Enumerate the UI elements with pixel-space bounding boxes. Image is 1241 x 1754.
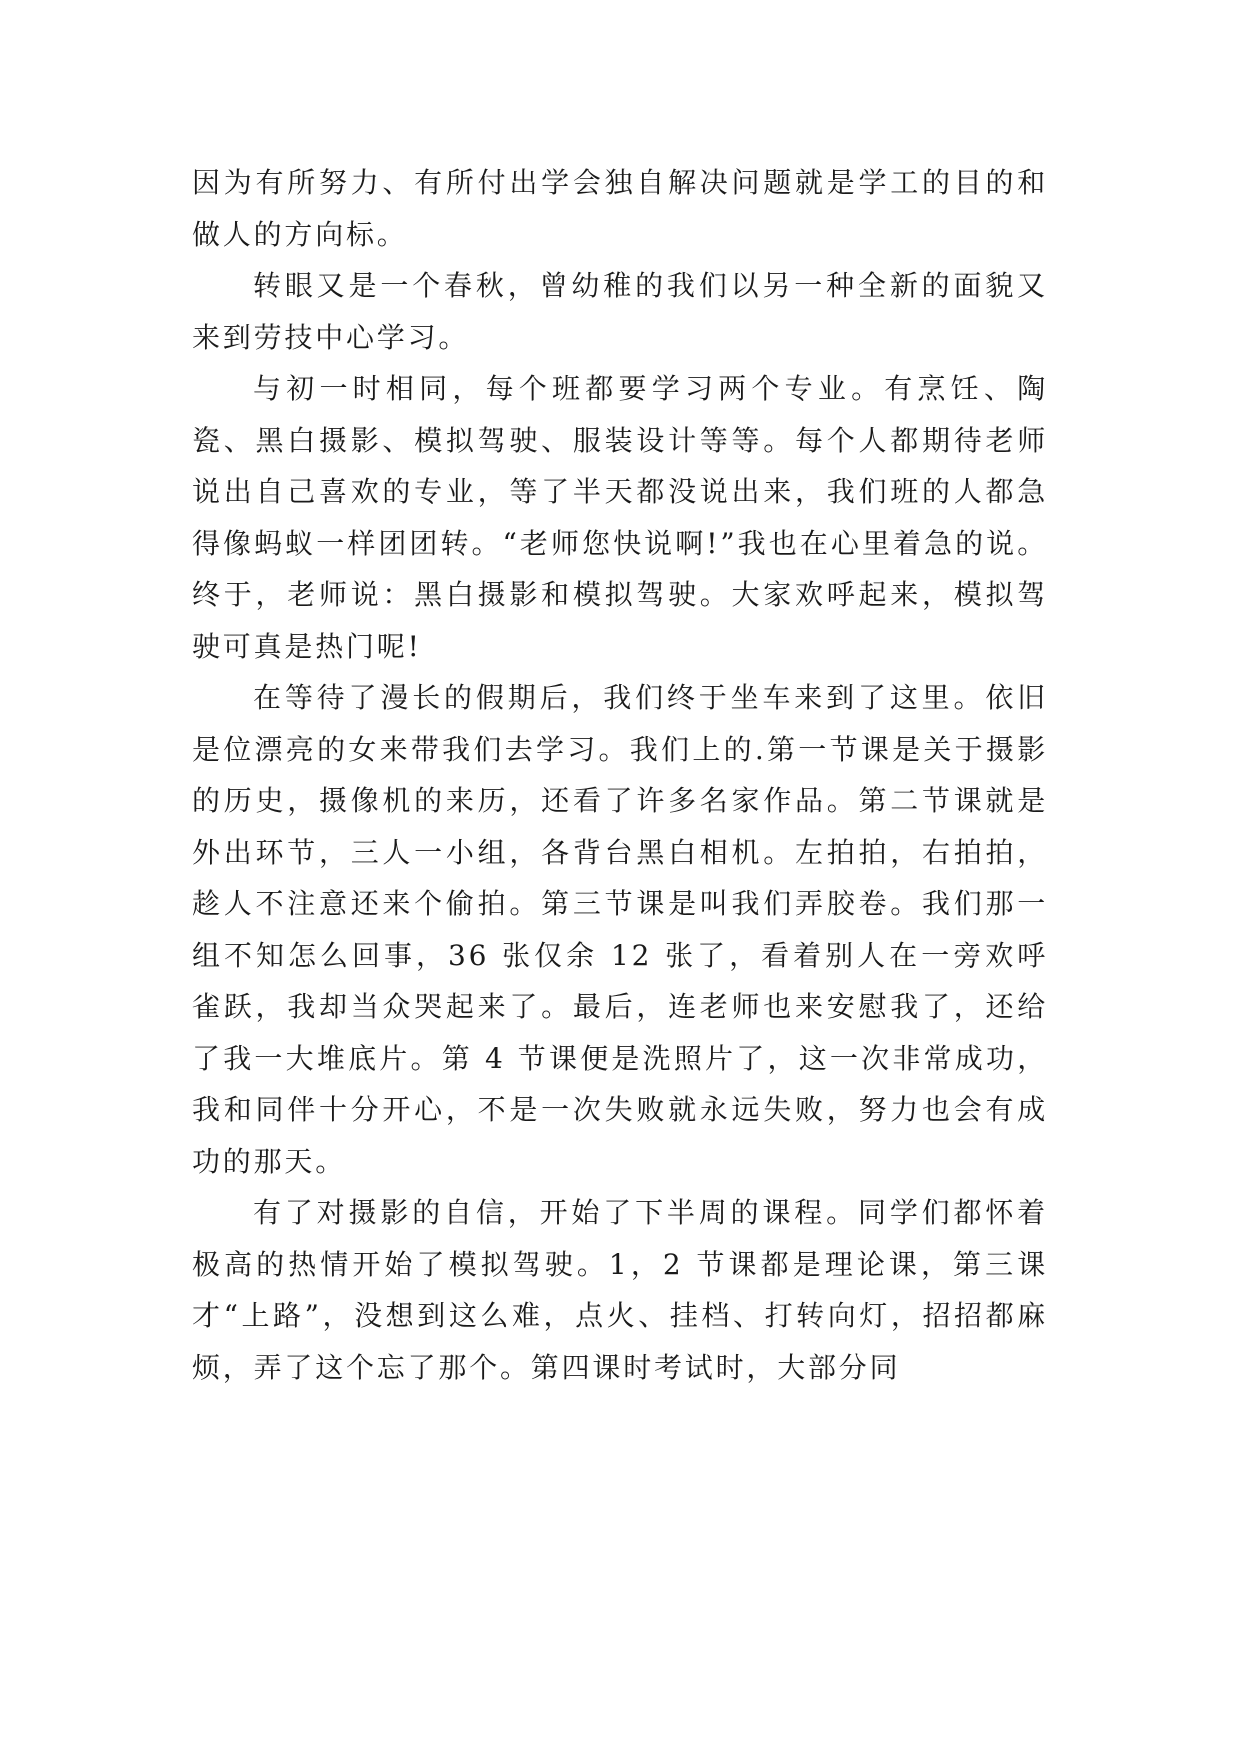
paragraph-5: 有了对摄影的自信，开始了下半周的课程。同学们都怀着极高的热情开始了模拟驾驶。1，2 节课都是理论课，第三课才“上路”，没想到这么难，点火、挂档、打转向灯，招招都麻烦，弄了这个忘了那个。第四课时考试时，大部分同 <box>192 1196 1048 1384</box>
paragraph-2: 转眼又是一个春秋，曾幼稚的我们以另一种全新的面貌又来到劳技中心学习。 <box>192 269 1048 354</box>
paragraph-4: 在等待了漫长的假期后，我们终于坐车来到了这里。依旧是位漂亮的女来带我们去学习。我们上的.第一节课是关于摄影的历史，摄像机的来历，还看了许多名家作品。第二节课就是外出环节，三人一小组，各背台黑白相机。左拍拍，右拍拍，趁人不注意还来个偷拍。第三节课是叫我们弄胶卷。我们那一组不知怎么回事，36 张仅余 12 张了，看着别人在一旁欢呼雀跃，我却当众哭起来了。最后，连老师也来安慰我了，还给了我一大堆底片。第 4 节课便是洗照片了，这一次非常成功，我和同伴十分开心，不是一次失败就永远失败，努力也会有成功的那天。 <box>192 681 1048 1178</box>
paragraph-1: 因为有所努力、有所付出学会独自解决问题就是学工的目的和做人的方向标。 <box>192 166 1048 251</box>
document-body <box>192 157 1048 1393</box>
paragraph-3: 与初一时相同，每个班都要学习两个专业。有烹饪、陶瓷、黑白摄影、模拟驾驶、服装设计等等。每个人都期待老师说出自己喜欢的专业，等了半天都没说出来，我们班的人都急得像蚂蚁一样团团转。“老师您快说啊!”我也在心里着急的说。终于，老师说：黑白摄影和模拟驾驶。大家欢呼起来，模拟驾驶可真是热门呢! <box>192 372 1048 663</box>
